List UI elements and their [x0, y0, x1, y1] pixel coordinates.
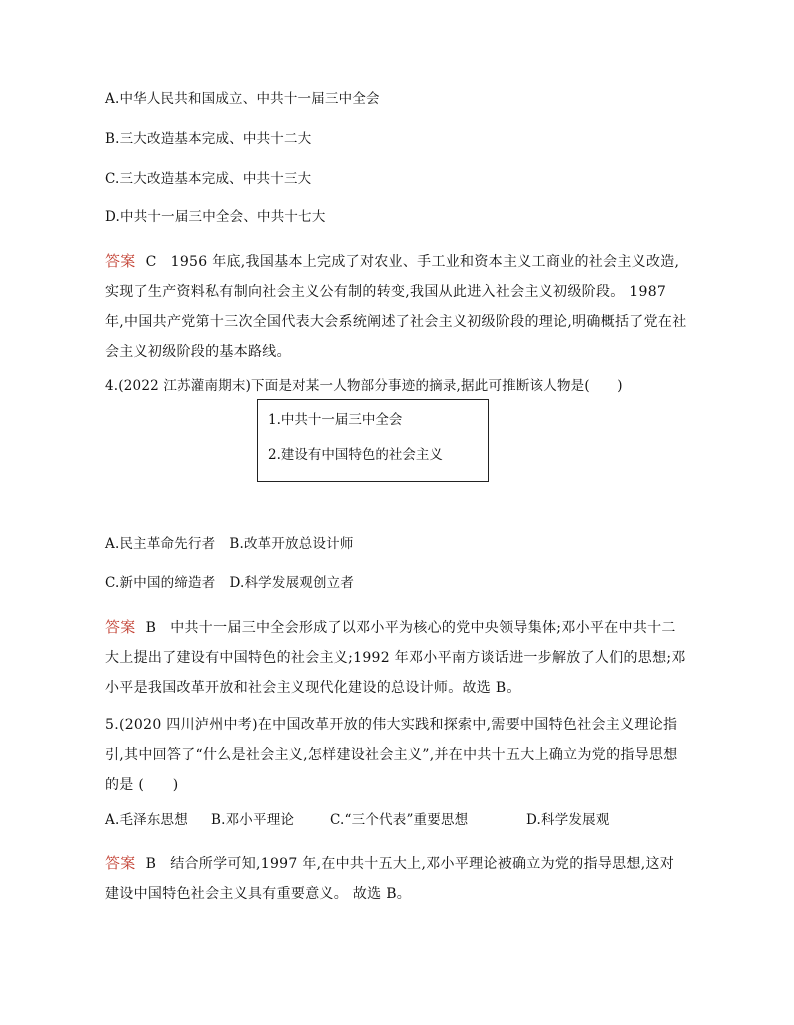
q5-question: 5.(2020 四川泸州中考)在中国改革开放的伟大实践和探索中,需要中国特色社会主义理论指引,其中回答了“什么是社会主义,怎样建设社会主义”,并在中共十五大上确立为党的指导思想的是 ( ) — [105, 717, 678, 793]
q3-option-d: D.中共十一届三中全会、中共十七大 — [105, 209, 326, 225]
q5-option-a: A.毛泽东思想 — [105, 812, 188, 828]
q3-option-c: C.三大改造基本完成、中共十三大 — [105, 171, 312, 187]
q4-excerpt-item: 2.建设有中国特色的社会主义 — [268, 447, 443, 463]
answer-label: 答案 — [105, 854, 136, 872]
answer-explanation: 中共十一届三中全会形成了以邓小平为核心的党中央领导集体;邓小平在中共十二大上提出了建设有中国特色的社会主义;1992 年邓小平南方谈话进一步解放了人们的思想;邓小平是我国改革开放和社会主义现代化建设的总设计师。故选 B。 — [105, 620, 686, 696]
q3-answer — [105, 246, 688, 367]
q5-answer — [105, 848, 688, 909]
answer-letter: B — [145, 856, 157, 872]
answer-letter: C — [145, 254, 157, 270]
answer-label: 答案 — [105, 252, 136, 270]
q5-option-b: B.邓小平理论 — [211, 812, 295, 828]
q5-option-c: C.“三个代表”重要思想 — [330, 812, 469, 828]
answer-label: 答案 — [105, 618, 136, 636]
q5-option-d: D.科学发展观 — [526, 812, 610, 828]
q4-options-row2 — [105, 574, 354, 592]
q4-answer — [105, 612, 688, 703]
q4-option-a: A.民主革命先行者 — [105, 536, 216, 552]
q4-options-row1 — [105, 535, 354, 553]
q3-option-b: B.三大改造基本完成、中共十二大 — [105, 131, 312, 147]
q4-excerpt-box — [257, 399, 489, 482]
answer-explanation: 1956 年底,我国基本上完成了对农业、手工业和资本主义工商业的社会主义改造,实现了生产资料私有制向社会主义公有制的转变,我国从此进入社会主义初级阶段。 1987 年,中国共产党第十三次全国代表大会系统阐述了社会主义初级阶段的理论,明确概括了党在社会主义初级阶段的基本路线。 — [105, 254, 687, 360]
answer-letter: B — [145, 620, 157, 636]
q4-excerpt-item: 1.中共十一届三中全会 — [268, 412, 403, 428]
answer-explanation: 结合所学可知,1997 年,在中共十五大上,邓小平理论被确立为党的指导思想,这对建设中国特色社会主义具有重要意义。 故选 B。 — [105, 856, 675, 902]
q4-question: 4.(2022 江苏灌南期末)下面是对某一人物部分事迹的摘录,据此可推断该人物是( ) — [105, 378, 623, 394]
q4-option-b: B.改革开放总设计师 — [229, 536, 354, 552]
q3-option-a: A.中华人民共和国成立、中共十一届三中全会 — [105, 91, 380, 107]
q5-options-row — [105, 811, 705, 829]
q4-option-c: C.新中国的缔造者 — [105, 575, 216, 591]
q4-option-d: D.科学发展观创立者 — [229, 575, 355, 591]
